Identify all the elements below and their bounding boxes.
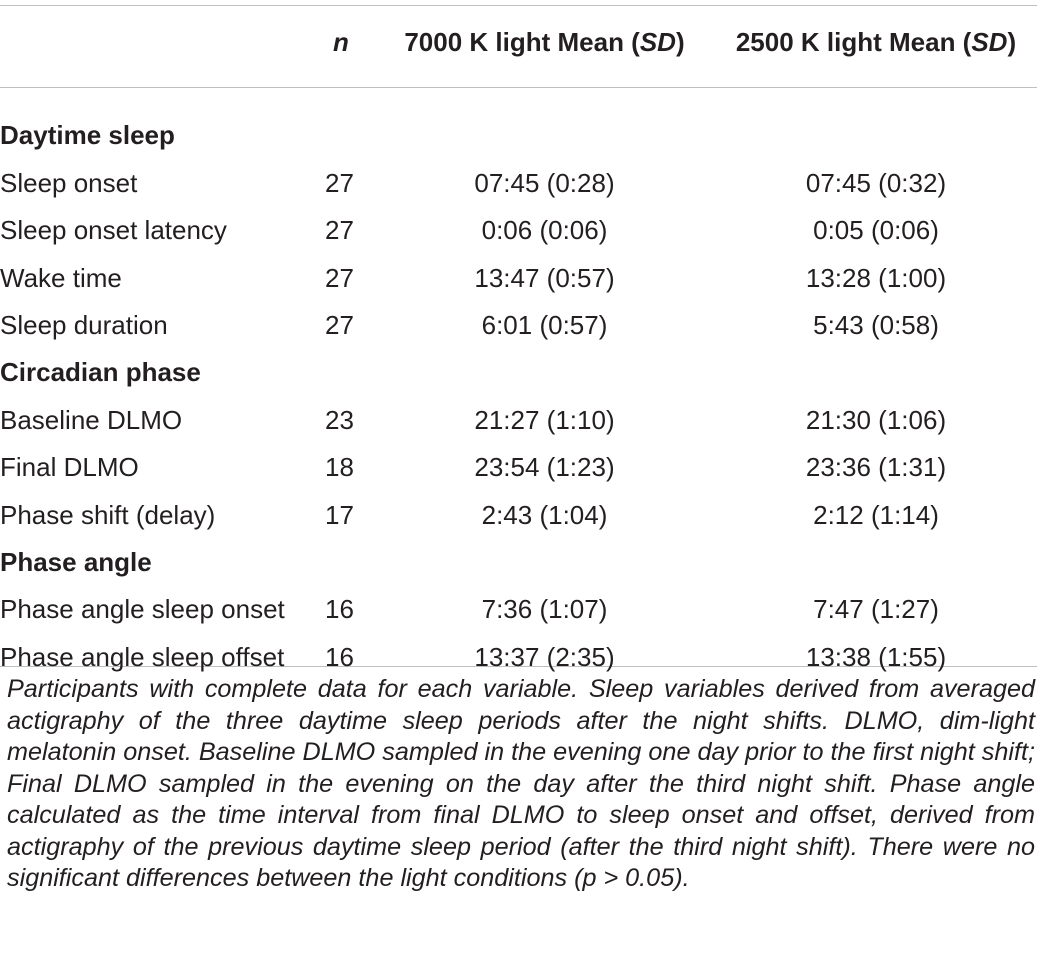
n-cell: 18	[325, 452, 354, 483]
variable-cell: Baseline DLMO	[0, 404, 183, 435]
table-row	[0, 207, 1041, 254]
variable-cell: Sleep duration	[0, 310, 168, 341]
mean-7000k-cell: 6:01 (0:57)	[481, 310, 608, 341]
variable-cell: Final DLMO	[0, 452, 139, 483]
mean-7000k-cell: 13:47 (0:57)	[474, 262, 615, 293]
footnote-text-end: > 0.05).	[596, 864, 690, 892]
header-7000k-prefix: 7000 K light Mean (	[404, 27, 640, 57]
header-variable	[0, 20, 325, 65]
table-footnote	[7, 674, 1035, 895]
mean-7000k-cell: 13:37 (2:35)	[474, 641, 615, 672]
table-row	[0, 397, 1041, 444]
n-cell: 27	[325, 310, 354, 341]
table-row	[0, 160, 1041, 207]
n-cell: 16	[325, 594, 354, 625]
section-title: Phase angle	[0, 547, 152, 578]
header-n: n	[333, 27, 349, 57]
variable-cell: Sleep onset	[0, 167, 138, 198]
table-header	[0, 20, 1041, 65]
n-cell: 27	[325, 215, 354, 246]
table-row	[0, 444, 1041, 491]
results-table	[0, 20, 1041, 681]
header-2500k-sd: SD	[971, 27, 1008, 57]
table-top-rule	[0, 5, 1037, 6]
variable-cell: Phase angle sleep onset	[0, 594, 285, 625]
mean-7000k-cell: 0:06 (0:06)	[481, 215, 608, 246]
variable-cell: Phase angle sleep offset	[0, 641, 285, 672]
n-cell: 23	[325, 404, 354, 435]
variable-cell: Sleep onset latency	[0, 215, 227, 246]
header-2500k-prefix: 2500 K light Mean (	[735, 27, 972, 57]
section-row	[0, 112, 1041, 159]
header-row	[0, 20, 1041, 65]
footnote-text-main: Participants with complete data for each variable. Sleep variables derived from averaged actigraphy of the three daytime sleep periods after the night shifts. DLMO, dim-light melatonin onset. Baseline DLMO sampled in the evening one day prior to the first night shift; Final DLMO sampled in the evening on the day after the third night shift. Phase angle calculated as the time interval from final DLMO to sleep onset and offset, derived from actigraphy of the previous daytime sleep period (after the third night shift). There were no significant differences between the light conditions (	[7, 675, 1035, 892]
header-7000k-suffix: )	[675, 27, 685, 57]
mean-2500k-cell: 0:05 (0:06)	[813, 215, 939, 246]
mean-2500k-cell: 21:30 (1:06)	[805, 404, 947, 435]
mean-2500k-cell: 5:43 (0:58)	[813, 310, 939, 341]
variable-cell: Wake time	[0, 262, 122, 293]
n-cell: 17	[325, 499, 354, 530]
header-7000k-sd: SD	[639, 27, 676, 57]
section-title: Circadian phase	[0, 357, 201, 388]
table-row	[0, 255, 1041, 302]
mean-2500k-cell: 07:45 (0:32)	[805, 167, 947, 198]
mean-7000k-cell: 2:43 (1:04)	[481, 499, 608, 530]
mean-2500k-cell: 13:38 (1:55)	[805, 641, 947, 672]
header-spacer	[0, 65, 1041, 112]
mean-2500k-cell: 2:12 (1:14)	[813, 499, 939, 530]
table-row	[0, 492, 1041, 539]
header-7000k	[378, 20, 711, 65]
table-row	[0, 302, 1041, 349]
mean-7000k-cell: 7:36 (1:07)	[481, 594, 608, 625]
header-2500k	[711, 20, 1041, 65]
mean-2500k-cell: 23:36 (1:31)	[805, 452, 947, 483]
variable-cell: Phase shift (delay)	[0, 499, 216, 530]
section-row	[0, 539, 1041, 586]
n-cell: 27	[325, 167, 354, 198]
section-row	[0, 349, 1041, 396]
table-body	[0, 65, 1041, 681]
mean-7000k-cell: 23:54 (1:23)	[474, 452, 615, 483]
section-title: Daytime sleep	[0, 120, 175, 151]
table-row	[0, 586, 1041, 633]
spacer-cell	[0, 65, 1041, 112]
header-2500k-suffix: )	[1007, 27, 1017, 57]
mean-7000k-cell: 21:27 (1:10)	[474, 404, 615, 435]
mean-2500k-cell: 7:47 (1:27)	[813, 594, 939, 625]
n-cell: 27	[325, 262, 354, 293]
mean-2500k-cell: 13:28 (1:00)	[805, 262, 947, 293]
footnote-p-symbol: p	[582, 864, 597, 892]
n-cell: 16	[325, 641, 354, 672]
mean-7000k-cell: 07:45 (0:28)	[474, 167, 615, 198]
